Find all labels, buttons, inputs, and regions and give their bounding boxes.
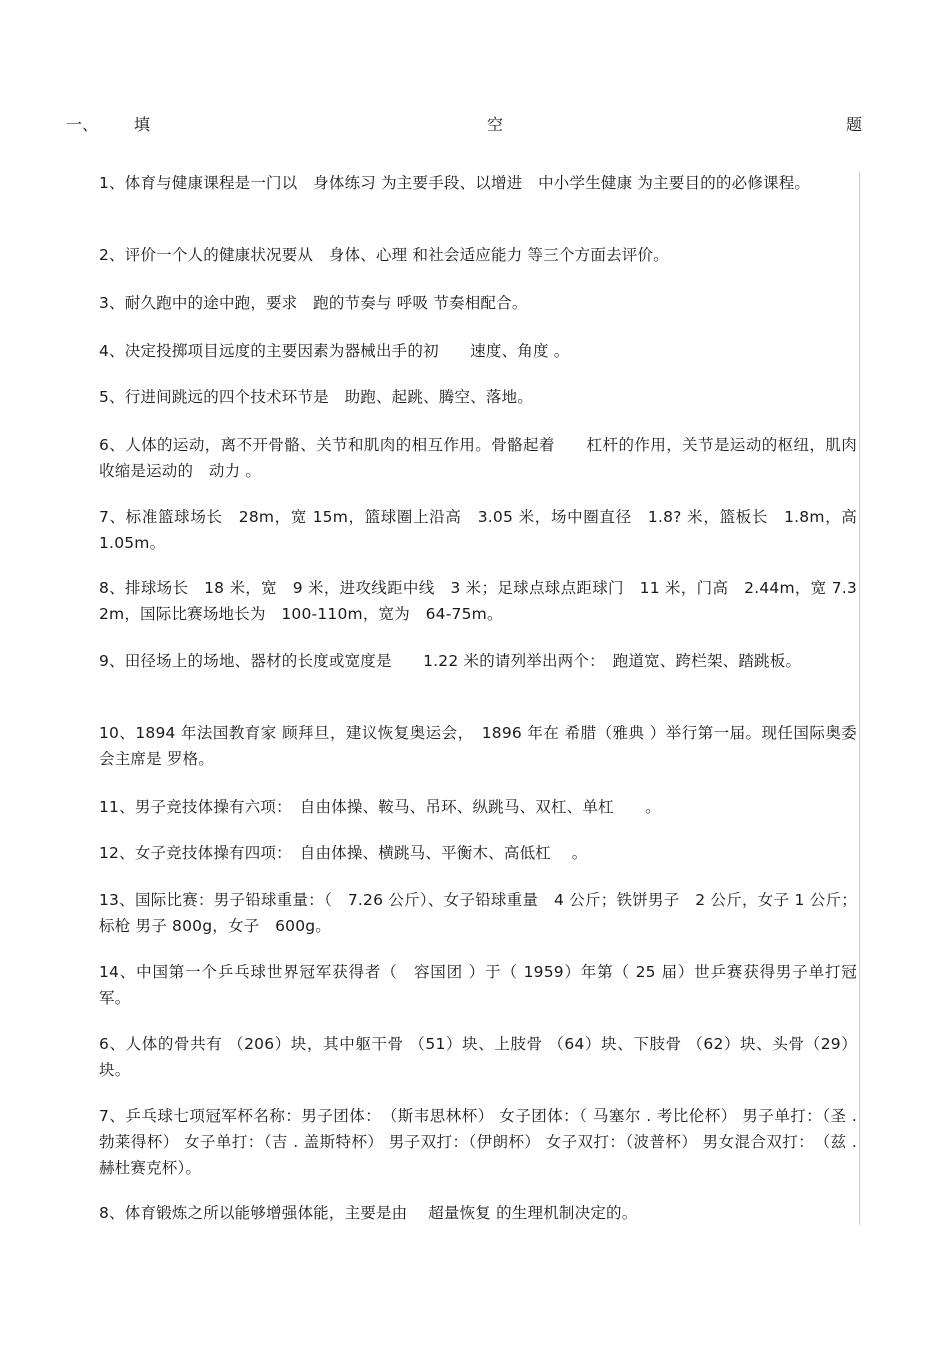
question-item: 8、排球场长 18 米，宽 9 米，进攻线距中线 3 米；足球点球点距球门 11 米，门高 2.44m，宽 7.32m，国际比赛场地长为 100-110m，宽为 64-75m。 [99,579,857,623]
question-item: 2、评价一个人的健康状况要从 身体、心理 和社会适应能力 等三个方面去评价。 [99,246,669,264]
question-item: 12、女子竞技体操有四项： 自由体操、横跳马、平衡木、高低杠 。 [99,844,588,862]
question-item: 10、1894 年法国教育家 顾拜旦，建议恢复奥运会， 1896 年在 希腊（雅典 ）举行第一届。现任国际奥委会主席是 罗格。 [99,724,857,768]
question-item: 11、男子竞技体操有六项： 自由体操、鞍马、吊环、纵跳马、双杠、单杠 。 [99,798,661,816]
question-item: 13、国际比赛：男子铅球重量：（ 7.26 公斤）、女子铅球重量 4 公斤；铁饼男子 2 公斤，女子 1 公斤；标枪 男子 800g，女子 600g。 [99,891,857,935]
question-item: 1、体育与健康课程是一门以 身体练习 为主要手段、以增进 中小学生健康 为主要目的的必修课程。 [99,174,811,192]
heading-char-3: 题 [845,115,862,134]
question-item: 6、人体的骨共有 （206）块，其中躯干骨 （51）块、上肢骨 （64）块、下肢骨 （62）块、头骨（29） 块。 [99,1035,857,1079]
question-item: 7、标准篮球场长 28m，宽 15m，篮球圈上沿高 3.05 米，场中圈直径 1.8? 米，篮板长 1.8m，高 1.05m。 [99,508,857,552]
question-item: 7、乒乓球七项冠军杯名称：男子团体： （斯韦思林杯） 女子团体：（ 马塞尔 . 考比伦杯） 男子单打：（圣 . 勃莱得杯） 女子单打：（吉 . 盖斯特杯） 男子双打：（伊朗杯） 女子双打：（波普杯） 男女混合双打： （兹 . 赫杜赛克杯）。 [99,1107,857,1177]
question-item: 6、人体的运动，离不开骨骼、关节和肌肉的相互作用。骨骼起着 杠杆的作用，关节是运动的枢纽，肌肉收缩是运动的 动力 。 [99,436,857,480]
section-heading [66,113,862,137]
question-item: 8、体育锻炼之所以能够增强体能，主要是由 超量恢复 的生理机制决定的。 [99,1204,638,1222]
question-item: 14、中国第一个乒乓球世界冠军获得者（ 容国团 ）于（ 1959）年第（ 25 届）世乒赛获得男子单打冠军。 [99,963,857,1007]
section-number: 一、 [66,115,99,134]
heading-char-2: 空 [487,115,504,134]
question-item: 4、决定投掷项目远度的主要因素为器械出手的初 速度、角度 。 [99,342,570,360]
question-item: 9、田径场上的场地、器材的长度或宽度是 1.22 米的请列举出两个： 跑道宽、跨栏架、踏跳板。 [99,652,802,670]
right-margin-rule [859,172,860,1225]
heading-char-1: 填 [134,115,151,134]
question-item: 3、耐久跑中的途中跑，要求 跑的节奏与 呼吸 节奏相配合。 [99,294,528,312]
question-item: 5、行进间跳远的四个技术环节是 助跑、起跳、腾空、落地。 [99,388,533,406]
